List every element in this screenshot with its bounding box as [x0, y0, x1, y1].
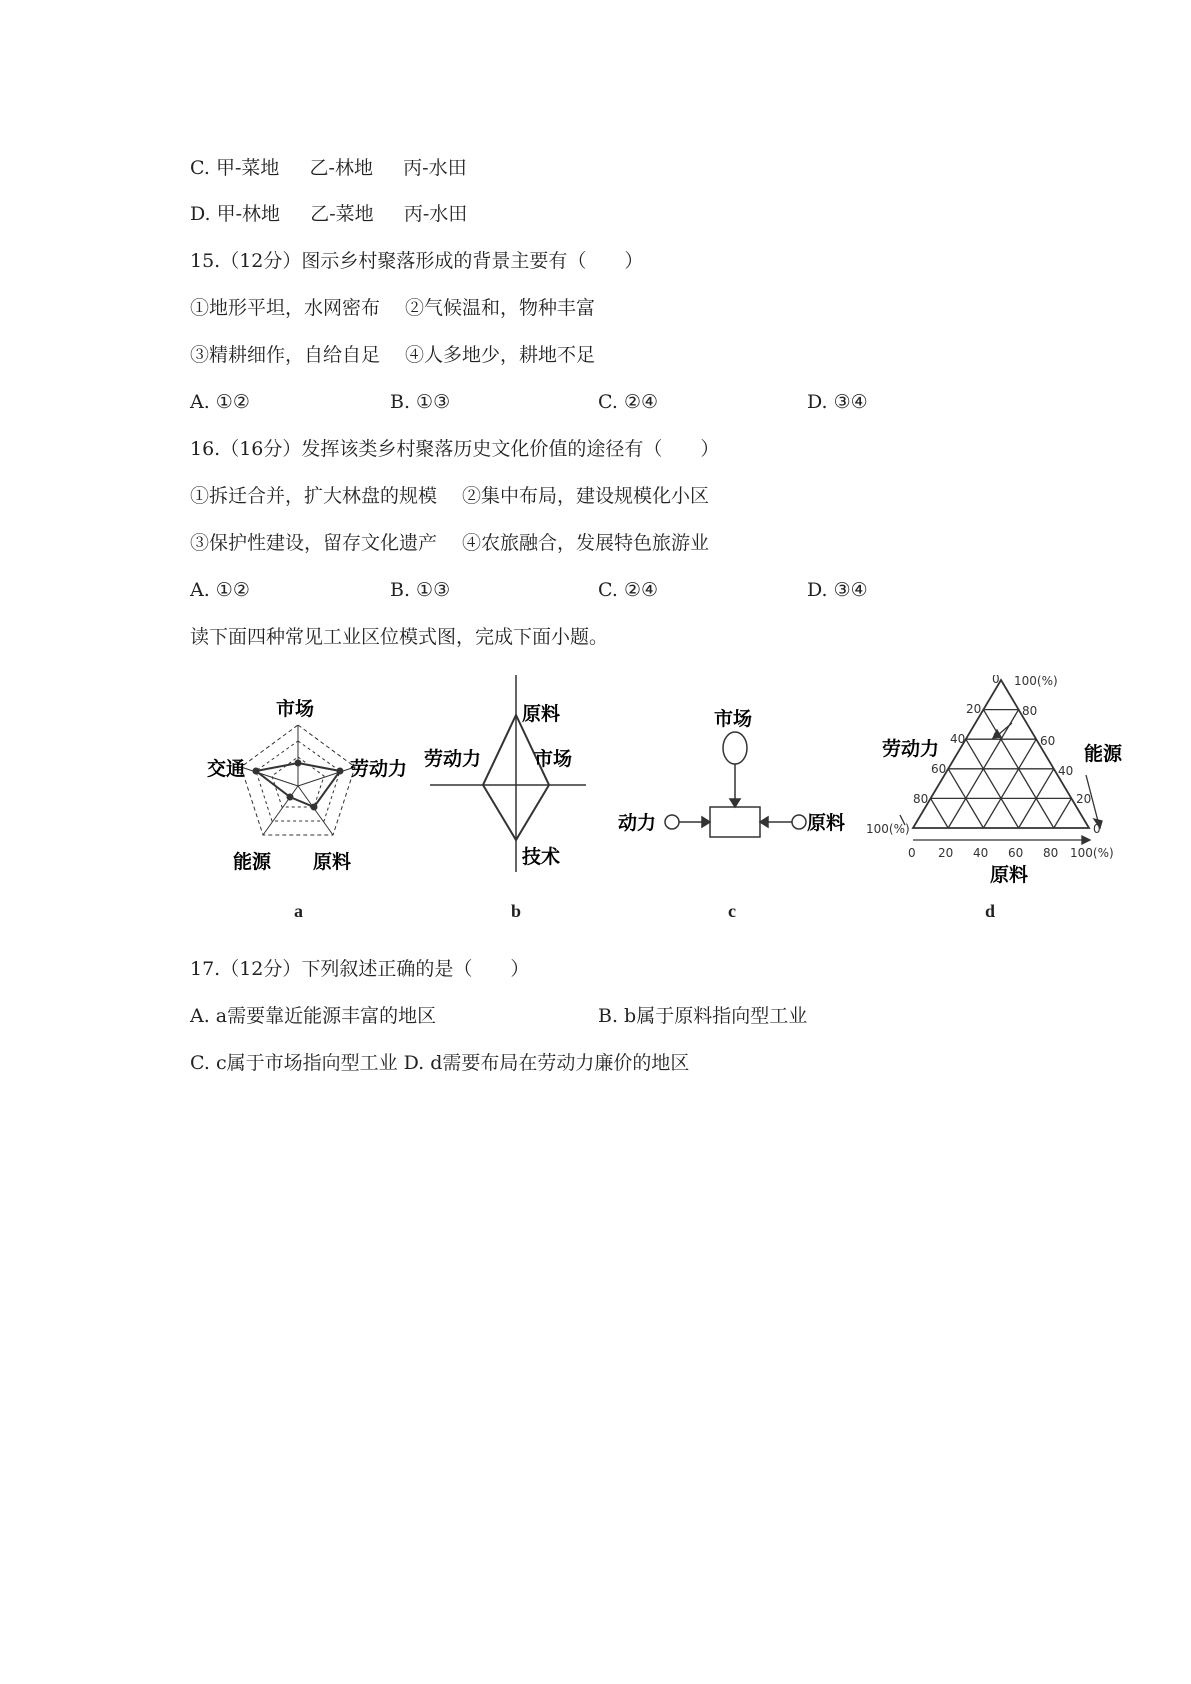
figure-b-caption: b — [511, 901, 522, 921]
fig-a-label-market: 市场 — [276, 698, 315, 720]
fig-d-label-material: 原料 — [990, 864, 1029, 886]
fig-c-label-material: 原料 — [807, 812, 846, 834]
fig-b-label-labor: 劳动力 — [424, 748, 482, 770]
figure-d-caption: d — [985, 901, 996, 921]
fig-d-tick-bottom: 0 — [908, 846, 916, 860]
q15-option-b: B. ①③ — [390, 391, 451, 413]
fig-d-tick-left: 40 — [950, 732, 966, 746]
figure-a-caption: a — [294, 901, 303, 921]
fig-d-tick-left: 80 — [913, 792, 929, 806]
q15-option-a: A. ①② — [190, 391, 250, 413]
fig-a-label-labor: 劳动力 — [350, 758, 408, 780]
fig-c-label-power: 动力 — [618, 812, 657, 834]
option-c-line: C. 甲-菜地 乙-林地 丙-水田 — [190, 157, 467, 179]
question-17: 17.（12分）下列叙述正确的是（ ） — [190, 958, 530, 980]
q16-option-c: C. ②④ — [598, 579, 659, 601]
fig-a-label-energy: 能源 — [233, 851, 272, 873]
fig-a-label-material: 原料 — [313, 851, 352, 873]
fig-d-tick-right: 20 — [1076, 792, 1092, 806]
q15-statement-1: ①地形平坦，水网密布 ②气候温和，物种丰富 — [190, 297, 596, 319]
fig-b-label-market: 市场 — [534, 748, 573, 770]
question-15: 15.（12分）图示乡村聚落形成的背景主要有（ ） — [190, 250, 644, 272]
fig-d-tick-left: 20 — [966, 702, 982, 716]
fig-d-tick-bottom: 60 — [1008, 846, 1024, 860]
industrial-location-figures — [0, 675, 1191, 955]
fig-d-tick-bottom: 80 — [1043, 846, 1059, 860]
q15-statement-2: ③精耕细作，自给自足 ④人多地少，耕地不足 — [190, 344, 596, 366]
figure-c-caption: c — [728, 901, 736, 921]
q16-option-b: B. ①③ — [390, 579, 451, 601]
fig-d-tick-right: 100(%) — [1014, 675, 1058, 688]
fig-d-tick-bottom: 100(%) — [1070, 846, 1114, 860]
fig-c-label-market: 市场 — [714, 708, 753, 730]
q16-option-d: D. ③④ — [807, 579, 868, 601]
fig-d-tick-bottom: 20 — [938, 846, 954, 860]
fig-d-tick-left: 0 — [992, 675, 1000, 686]
q17-option-a: A. a需要靠近能源丰富的地区 — [190, 1005, 437, 1027]
figure-a — [241, 725, 355, 835]
fig-d-tick-left: 100(%) — [866, 822, 910, 836]
figure-intro: 读下面四种常见工业区位模式图，完成下面小题。 — [190, 626, 609, 648]
q15-option-d: D. ③④ — [807, 391, 868, 413]
fig-b-label-tech: 技术 — [522, 846, 561, 868]
q17-options-cd: C. c属于市场指向型工业 D. d需要布局在劳动力廉价的地区 — [190, 1052, 690, 1074]
fig-d-tick-bottom: 40 — [973, 846, 989, 860]
fig-d-label-energy: 能源 — [1084, 743, 1123, 765]
fig-a-label-transport: 交通 — [207, 758, 246, 780]
fig-d-ticks — [866, 675, 1114, 860]
option-d-line: D. 甲-林地 乙-菜地 丙-水田 — [190, 203, 468, 225]
fig-d-tick-right: 80 — [1022, 704, 1038, 718]
fig-d-tick-right: 60 — [1040, 734, 1056, 748]
q16-statement-1: ①拆迁合并，扩大林盘的规模 ②集中布局，建设规模化小区 — [190, 485, 710, 507]
fig-d-tick-right: 0 — [1093, 822, 1101, 836]
fig-d-tick-left: 60 — [931, 762, 947, 776]
q16-statement-2: ③保护性建设，留存文化遗产 ④农旅融合，发展特色旅游业 — [190, 532, 710, 554]
figure-b — [430, 675, 586, 872]
fig-b-label-material: 原料 — [522, 703, 561, 725]
fig-d-tick-right: 40 — [1058, 764, 1074, 778]
q15-option-c: C. ②④ — [598, 391, 659, 413]
question-16: 16.（16分）发挥该类乡村聚落历史文化价值的途径有（ ） — [190, 438, 720, 460]
figure-c — [665, 732, 806, 837]
q16-option-a: A. ①② — [190, 579, 250, 601]
fig-d-label-labor: 劳动力 — [882, 738, 940, 760]
q17-option-b: B. b属于原料指向型工业 — [598, 1005, 808, 1027]
